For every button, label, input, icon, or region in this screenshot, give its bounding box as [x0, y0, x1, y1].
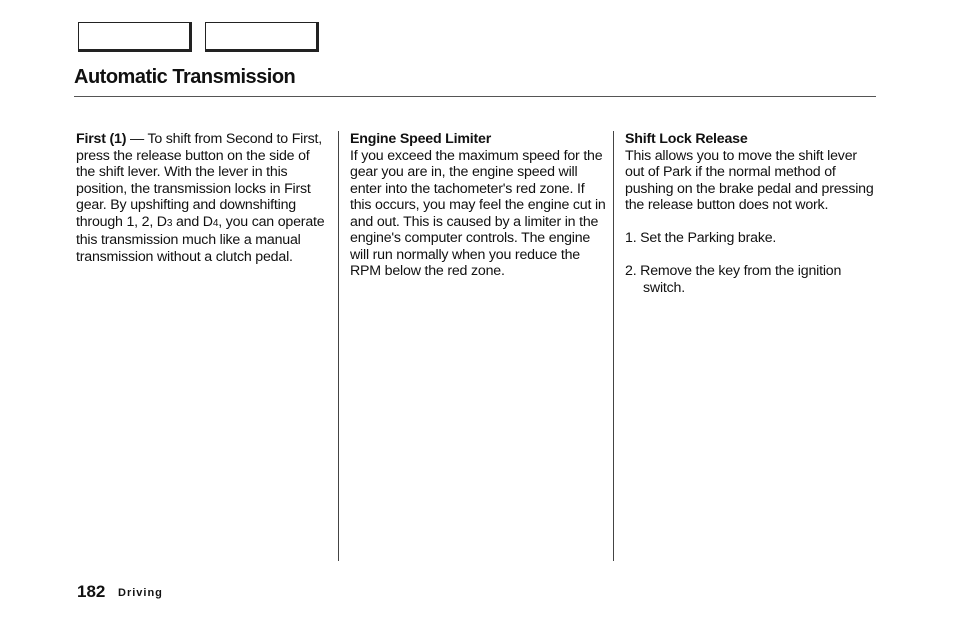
first-gear-dash: —: [126, 131, 148, 147]
first-gear-subscript-4: 4: [212, 217, 219, 229]
first-gear-subscript-3: 3: [166, 217, 173, 229]
shift-lock-step-1: 1. Set the Parking brake.: [625, 230, 777, 246]
engine-speed-limiter-heading: Engine Speed Limiter: [350, 131, 492, 147]
column-divider-right: [613, 131, 614, 561]
section-name: Driving: [118, 587, 163, 599]
shift-lock-step-2: 2. Remove the key from the ignition switch.: [625, 263, 842, 296]
first-gear-paragraph: [76, 131, 330, 265]
column-engine-speed-limiter: [350, 131, 608, 280]
column-first-gear: [76, 131, 330, 265]
engine-speed-limiter-body: If you exceed the maximum speed for the gear you are in, the engine speed will enter into the tachometer's red zone. If this occurs, you may feel the engine cut in and out. This is caused by a limiter in the engine's computer controls. The engine will run normally when you reduce the RPM below the red zone.: [350, 147, 606, 279]
shift-lock-release-heading: Shift Lock Release: [625, 131, 748, 147]
title-divider: [74, 96, 876, 97]
nav-button-next[interactable]: [205, 22, 319, 52]
page-title: Automatic Transmission: [74, 66, 296, 88]
column-shift-lock-release: [625, 131, 875, 296]
column-divider-left: [338, 131, 339, 561]
nav-button-previous[interactable]: [78, 22, 192, 52]
first-gear-heading: First (1): [76, 131, 127, 147]
shift-lock-release-body: This allows you to move the shift lever out of Park if the normal method of pushing on the brake pedal and pressing the release button does not work.: [625, 147, 874, 213]
page-number: 182: [77, 582, 106, 601]
first-gear-text-a: To shift from Second to First, press the release button on the side of the shift lever. With the lever in this position, the transmission locks in First gear. By upshifting and downshifting through 1, 2, D: [76, 131, 323, 230]
first-gear-text-b: and D: [172, 213, 213, 230]
first-gear-text-c: , you can operate this transmission much like a manual transmission without a clutch pedal.: [76, 213, 325, 265]
